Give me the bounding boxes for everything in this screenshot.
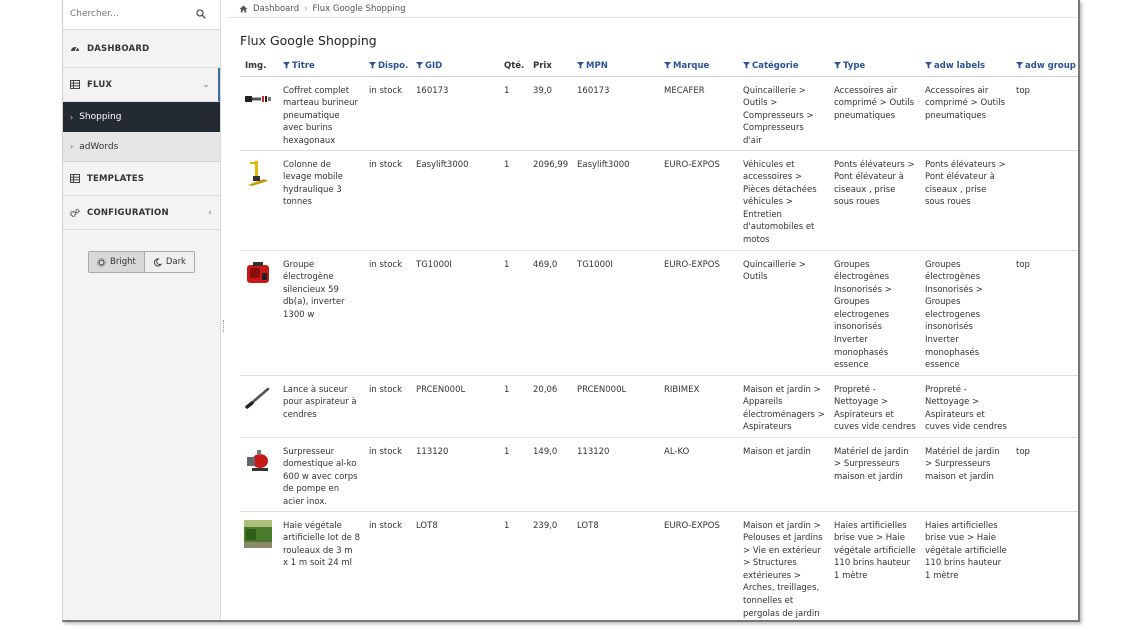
sub-item-shopping[interactable] [63, 102, 220, 132]
product-thumbnail [240, 375, 278, 437]
product-thumbnail [240, 76, 278, 150]
nav-dashboard-label: DASHBOARD [87, 43, 150, 54]
cell-qte: 1 [499, 76, 528, 150]
theme-toggle [88, 251, 195, 273]
column-header[interactable] [829, 56, 920, 76]
cell-type: Ponts élévateurs > Pont élévateur à ciseaux , prise sous roues [829, 150, 920, 250]
dark-theme-button[interactable] [145, 252, 194, 272]
nav-configuration[interactable] [63, 196, 220, 230]
column-header[interactable] [364, 56, 411, 76]
cell-prix: 239,0 [528, 511, 572, 621]
cell-group: top [1011, 437, 1078, 511]
product-thumbnail [240, 150, 278, 250]
cell-qte: 1 [499, 375, 528, 437]
column-header-label: GID [425, 60, 443, 71]
pump-icon [244, 446, 272, 474]
cell-marque: RIBIMEX [659, 375, 738, 437]
cell-marque: EURO-EXPOS [659, 250, 738, 375]
table-row[interactable] [240, 437, 1078, 511]
nav-configuration-label: CONFIGURATION [87, 207, 169, 218]
column-header-label: adw labels [934, 60, 986, 71]
nav-templates-label: TEMPLATES [87, 173, 145, 184]
sidebar [63, 0, 221, 622]
table-row[interactable] [240, 511, 1078, 621]
cell-gid: 160173 [411, 76, 499, 150]
cell-dispo: in stock [364, 150, 411, 250]
table-icon [70, 80, 80, 90]
filter-icon[interactable] [416, 62, 423, 69]
dashboard-icon [70, 44, 80, 54]
cell-qte: 1 [499, 511, 528, 621]
nav-templates[interactable] [63, 162, 220, 196]
cell-categorie: Maison et jardin [738, 437, 829, 511]
column-header[interactable] [659, 56, 738, 76]
column-header[interactable] [240, 56, 278, 76]
filter-icon[interactable] [369, 62, 376, 69]
cell-labels: Propreté - Nettoyage > Aspirateurs et cuves vide cendres [920, 375, 1011, 437]
cell-titre: Surpresseur domestique al-ko 600 w avec corps de pompe en acier inox. [278, 437, 364, 511]
cell-labels: Groupes électrogènes Insonorisés > Groupes electrogenes insonorisés Inverter monophasés essence [920, 250, 1011, 375]
chevron-right-icon: › [70, 112, 74, 122]
cell-marque: AL-KO [659, 437, 738, 511]
cell-type: Groupes électrogènes Insonorisés > Groupes electrogenes insonorisés Inverter monophasés essence [829, 250, 920, 375]
column-header-label: Qté. [504, 60, 525, 71]
cell-dispo: in stock [364, 250, 411, 375]
column-header[interactable] [572, 56, 659, 76]
cell-prix: 149,0 [528, 437, 572, 511]
cell-labels: Ponts élévateurs > Pont élévateur à ciseaux , prise sous roues [920, 150, 1011, 250]
cell-dispo: in stock [364, 375, 411, 437]
column-header-label: Dispo. [378, 60, 409, 71]
cell-type: Accessoires air comprimé > Outils pneumatiques [829, 76, 920, 150]
cell-group: top [1011, 250, 1078, 375]
filter-icon[interactable] [283, 62, 290, 69]
cell-group [1011, 375, 1078, 437]
cell-mpn: LOT8 [572, 511, 659, 621]
table-header-row [240, 56, 1078, 76]
filter-icon[interactable] [664, 62, 671, 69]
cell-gid: Easylift3000 [411, 150, 499, 250]
filter-icon[interactable] [743, 62, 750, 69]
breadcrumb-home[interactable]: Dashboard [253, 3, 300, 14]
filter-icon[interactable] [577, 62, 584, 69]
page-title: Flux Google Shopping [240, 33, 377, 48]
column-header-label: Catégorie [752, 60, 799, 71]
chevron-left-icon: ‹ [208, 207, 212, 218]
table-row[interactable] [240, 250, 1078, 375]
column-header-label: Prix [533, 60, 552, 71]
cell-mpn: TG1000I [572, 250, 659, 375]
main-content [227, 0, 1080, 622]
chevron-right-icon: › [70, 142, 74, 151]
sub-item-adwords[interactable] [63, 132, 220, 162]
products-table [240, 56, 1078, 622]
cell-marque: EURO-EXPOS [659, 150, 738, 250]
cell-categorie: Maison et jardin > Pelouses et jardins > Vie en extérieur > Structures extérieures > Arches, treillages, tonnelles et pergolas de jardin [738, 511, 829, 621]
column-header-label: Titre [292, 60, 315, 71]
filter-icon[interactable] [925, 62, 932, 69]
cell-prix: 469,0 [528, 250, 572, 375]
moon-icon [153, 258, 162, 267]
column-header[interactable] [1011, 56, 1078, 76]
cell-labels: Haies artificielles brise vue > Haie végétale artificielle 110 brins hauteur 1 mètre [920, 511, 1011, 621]
splitter-handle[interactable] [223, 320, 225, 332]
cell-type: Haies artificielles brise vue > Haie végétale artificielle 110 brins hauteur 1 mètre [829, 511, 920, 621]
hedge-icon [244, 520, 272, 548]
cell-prix: 2096,99 [528, 150, 572, 250]
breadcrumb-separator: › [304, 3, 308, 14]
cell-gid: PRCEN000L [411, 375, 499, 437]
filter-icon[interactable] [834, 62, 841, 69]
dark-theme-label: Dark [165, 257, 186, 267]
table-row[interactable] [240, 150, 1078, 250]
cell-titre: Haie végétale artificielle lot de 8 rouleaux de 3 m x 1 m soit 24 ml [278, 511, 364, 621]
cell-dispo: in stock [364, 76, 411, 150]
cell-dispo: in stock [364, 437, 411, 511]
cell-categorie: Véhicules et accessoires > Pièces détachées véhicules > Entretien d'automobiles et motos [738, 150, 829, 250]
nozzle-icon [244, 384, 272, 412]
hammer-kit-icon [244, 85, 272, 113]
cell-mpn: PRCEN000L [572, 375, 659, 437]
cell-gid: TG1000I [411, 250, 499, 375]
app-window [62, 0, 1080, 622]
breadcrumb [227, 0, 1080, 18]
column-header[interactable] [738, 56, 829, 76]
chevron-down-icon: ⌄ [202, 79, 210, 90]
sub-item-shopping-label: Shopping [79, 112, 122, 122]
cell-group: top [1011, 76, 1078, 150]
gears-icon [70, 208, 80, 218]
cell-dispo: in stock [364, 511, 411, 621]
search-input[interactable] [63, 0, 193, 28]
column-header[interactable] [499, 56, 528, 76]
sun-icon [97, 258, 106, 267]
table-row[interactable] [240, 375, 1078, 437]
cell-prix: 20,06 [528, 375, 572, 437]
bright-theme-label: Bright [110, 257, 136, 267]
table-icon [70, 174, 80, 184]
search-box [63, 0, 220, 30]
nav-flux-label: FLUX [87, 79, 113, 90]
product-thumbnail [240, 250, 278, 375]
cell-gid: LOT8 [411, 511, 499, 621]
breadcrumb-current: Flux Google Shopping [312, 3, 406, 14]
table-body [240, 76, 1078, 621]
table-row[interactable] [240, 76, 1078, 150]
column-header-label: MPN [586, 60, 608, 71]
cell-mpn: 160173 [572, 76, 659, 150]
cell-gid: 113120 [411, 437, 499, 511]
cell-marque: EURO-EXPOS [659, 511, 738, 621]
cell-qte: 1 [499, 150, 528, 250]
column-header[interactable] [278, 56, 364, 76]
home-icon[interactable] [239, 5, 248, 13]
cell-mpn: Easylift3000 [572, 150, 659, 250]
product-thumbnail [240, 511, 278, 621]
sub-item-adwords-label: adWords [79, 141, 119, 152]
cell-group [1011, 150, 1078, 250]
column-header[interactable] [920, 56, 1011, 76]
cell-group [1011, 511, 1078, 621]
cell-prix: 39,0 [528, 76, 572, 150]
cell-labels: Accessoires air comprimé > Outils pneumatiques [920, 76, 1011, 150]
nav-flux[interactable] [63, 68, 220, 102]
cell-titre: Coffret complet marteau burineur pneumatique avec burins hexagonaux [278, 76, 364, 150]
cell-qte: 1 [499, 437, 528, 511]
lift-icon [244, 159, 272, 187]
column-header-label: Marque [673, 60, 710, 71]
column-header-label: Type [843, 60, 866, 71]
column-header[interactable] [411, 56, 499, 76]
column-header-label: adw group [1025, 60, 1076, 71]
filter-icon[interactable] [1016, 62, 1023, 69]
cell-categorie: Quincaillerie > Outils > Compresseurs > Compresseurs d'air [738, 76, 829, 150]
generator-icon [244, 259, 272, 287]
column-header[interactable] [528, 56, 572, 76]
cell-categorie: Quincaillerie > Outils [738, 250, 829, 375]
cell-titre: Lance à suceur pour aspirateur à cendres [278, 375, 364, 437]
cell-mpn: 113120 [572, 437, 659, 511]
cell-qte: 1 [499, 250, 528, 375]
nav-dashboard[interactable] [63, 30, 220, 68]
cell-type: Matériel de jardin > Surpresseurs maison et jardin [829, 437, 920, 511]
product-thumbnail [240, 437, 278, 511]
cell-marque: MECAFER [659, 76, 738, 150]
search-icon[interactable] [196, 9, 206, 19]
cell-categorie: Maison et jardin > Appareils électroménagers > Aspirateurs [738, 375, 829, 437]
cell-labels: Matériel de jardin > Surpresseurs maison et jardin [920, 437, 1011, 511]
bright-theme-button[interactable] [89, 252, 145, 272]
cell-type: Propreté - Nettoyage > Aspirateurs et cuves vide cendres [829, 375, 920, 437]
column-header-label: Img. [245, 60, 267, 71]
cell-titre: Colonne de levage mobile hydraulique 3 tonnes [278, 150, 364, 250]
cell-titre: Groupe électrogène silencieux 59 db(a), inverter 1300 w [278, 250, 364, 375]
